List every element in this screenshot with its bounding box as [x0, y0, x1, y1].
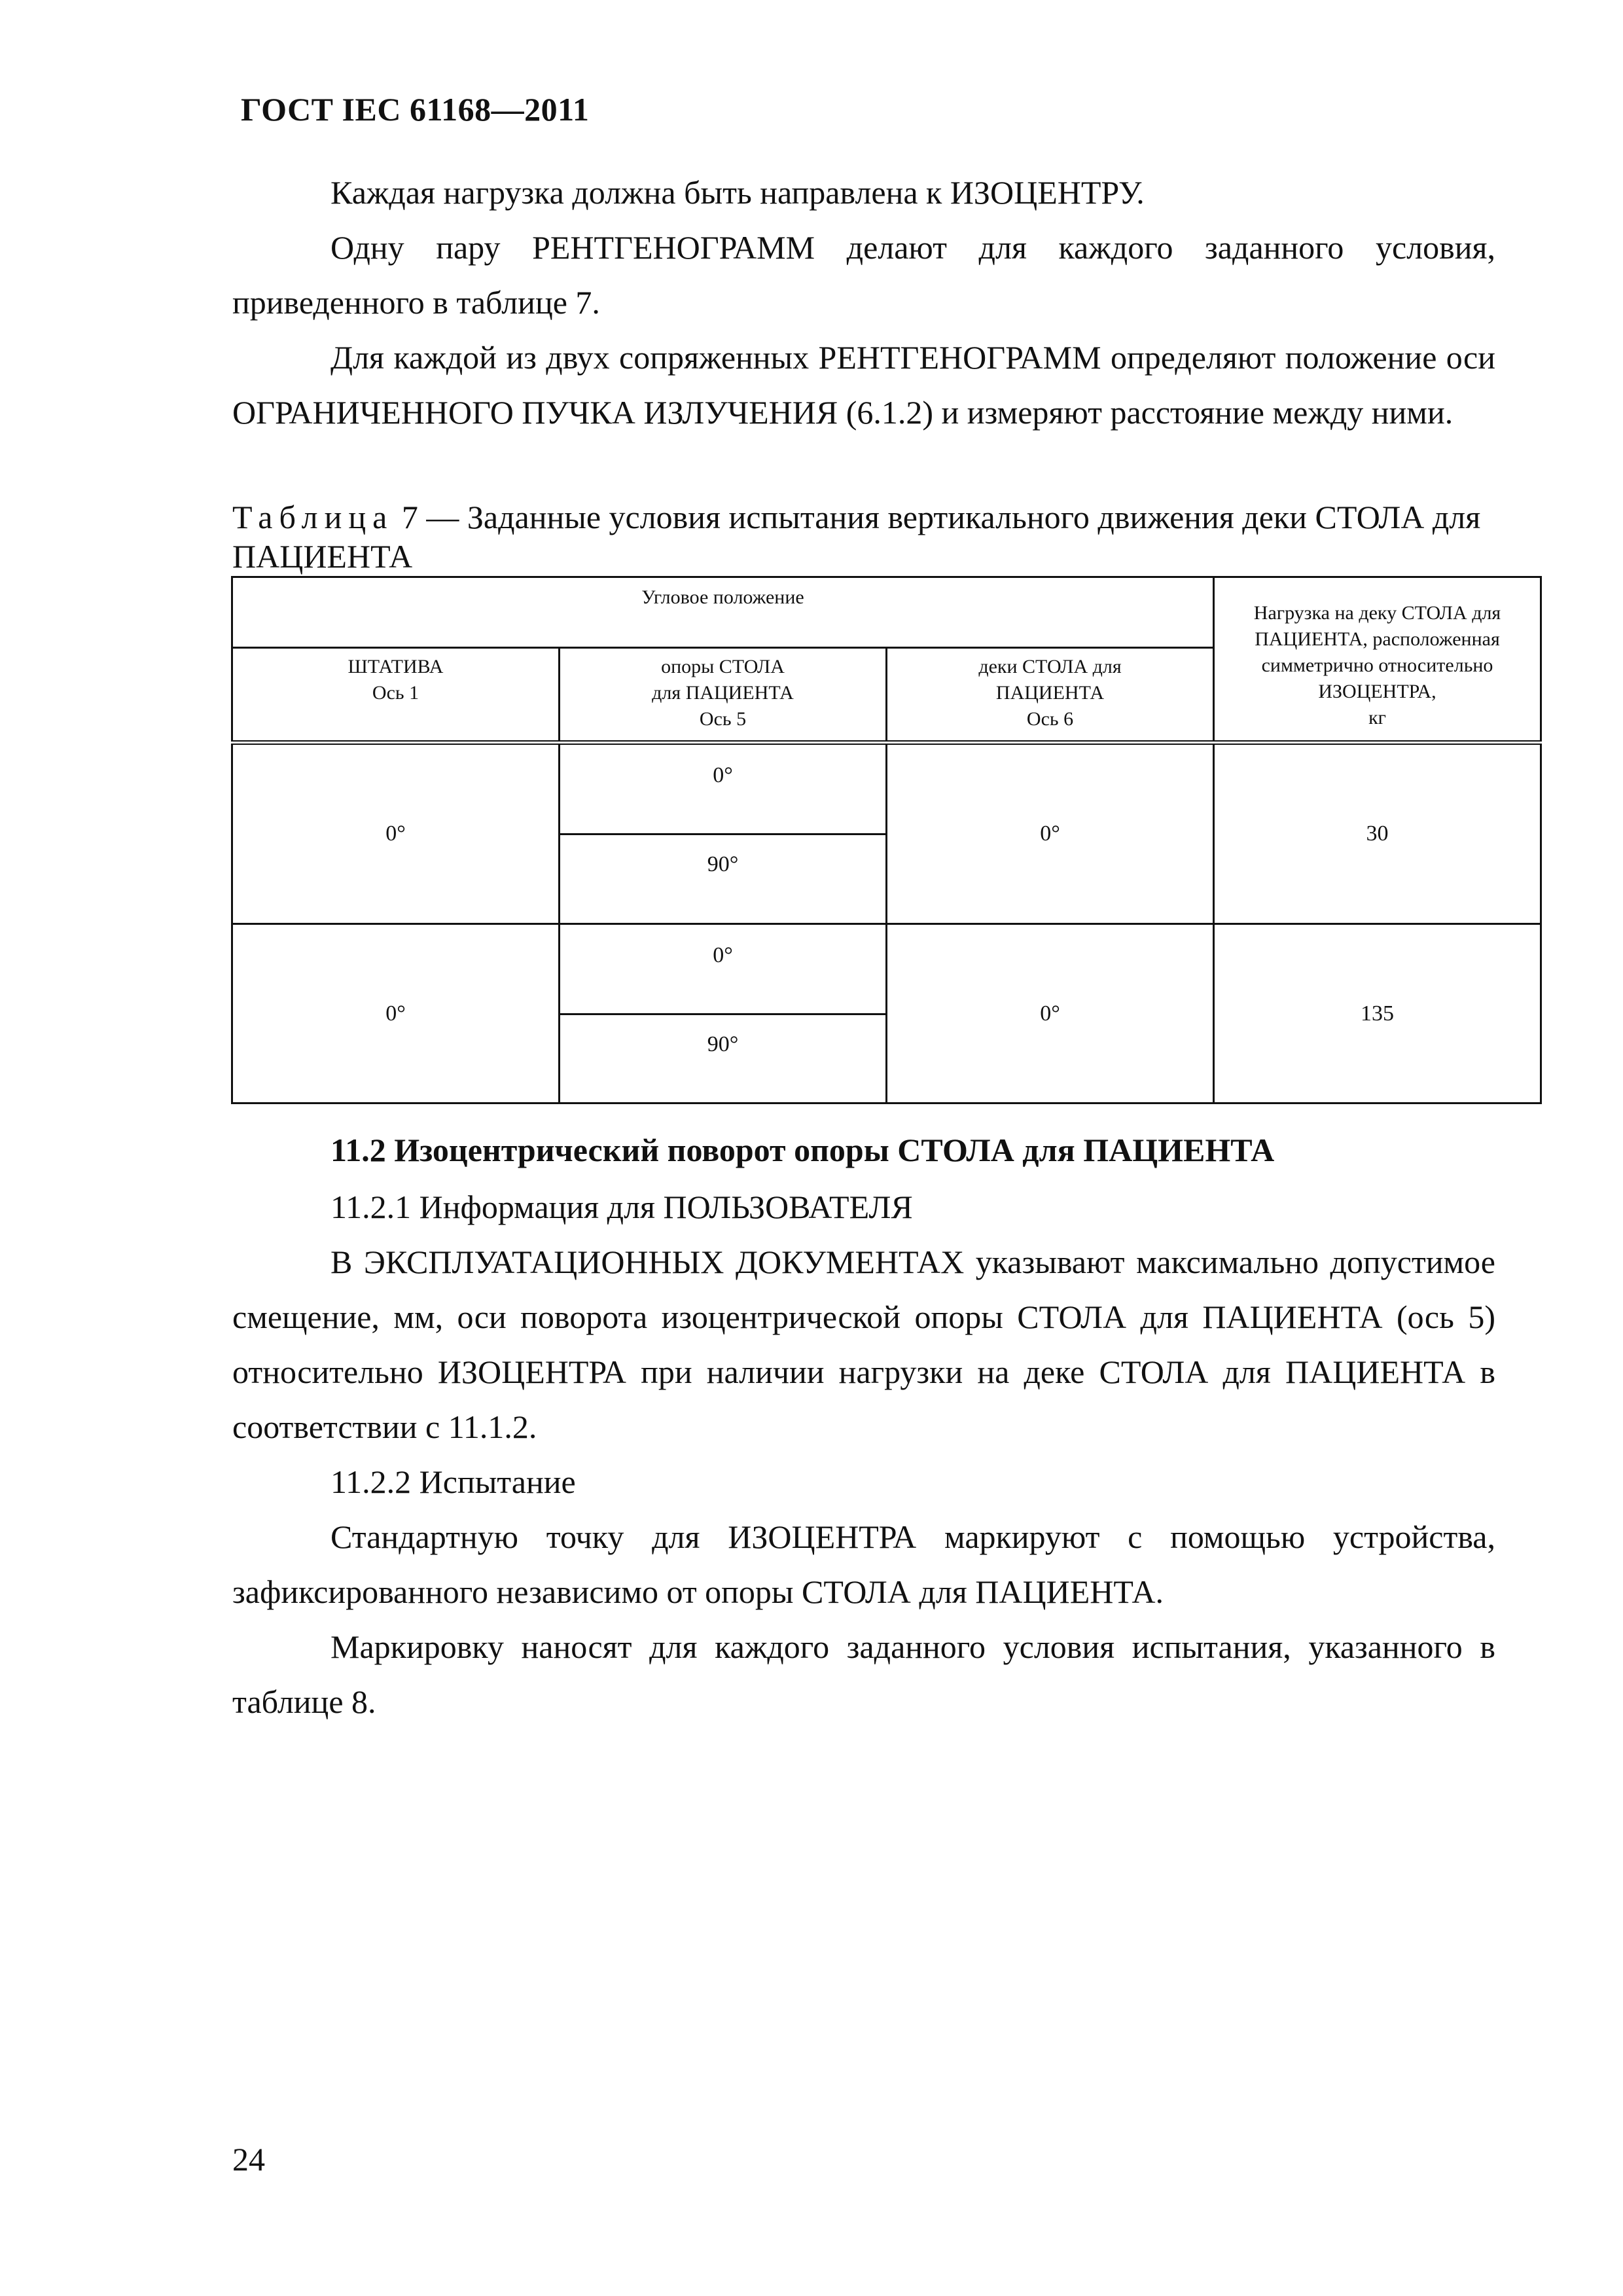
section-heading: 11.2 Изоцентрический поворот опоры СТОЛА для ПАЦИЕНТА [330, 1132, 1275, 1168]
table-header-row-1 [232, 577, 1541, 648]
cell-support: 90° [560, 834, 887, 924]
cell-deck: 0° [887, 924, 1214, 1103]
table-caption [232, 497, 1515, 576]
header-angular-position: Угловое положение [232, 577, 1214, 648]
cell-stand: 0° [232, 924, 560, 1103]
header-stand-axis-1: ШТАТИВА Ось 1 [232, 648, 560, 743]
header-load: Нагрузка на деку СТОЛА для ПАЦИЕНТА, расположенная симметрично относительно ИЗОЦЕНТРА, кг [1214, 577, 1541, 743]
page-number: 24 [232, 2141, 265, 2178]
paragraph-load-direction: Каждая нагрузка должна быть направлена к ИЗОЦЕНТРУ. [330, 174, 1145, 211]
section-body [232, 1179, 1495, 1729]
table-caption-prefix: Таблица [232, 499, 394, 535]
header-support-axis-5: опоры СТОЛА для ПАЦИЕНТА Ось 5 [560, 648, 887, 743]
cell-support: 90° [560, 1014, 887, 1103]
document-header: ГОСТ IEC 61168—2011 [241, 91, 590, 128]
subsection-test: 11.2.2 Испытание [330, 1463, 576, 1500]
cell-load: 30 [1214, 743, 1541, 924]
intro-text [232, 165, 1495, 440]
subsection-user-info: 11.2.1 Информация для ПОЛЬЗОВАТЕЛЯ [330, 1189, 913, 1225]
paragraph-marking: Маркировку наносят для каждого заданного условия испытания, указанного в таблице 8. [232, 1628, 1495, 1720]
table-row [232, 743, 1541, 834]
cell-support: 0° [560, 743, 887, 834]
cell-stand: 0° [232, 743, 560, 924]
cell-load: 135 [1214, 924, 1541, 1103]
paragraph-max-offset: В ЭКСПЛУАТАЦИОННЫХ ДОКУМЕНТАХ указывают максимально допустимое смещение, мм, оси поворота изоцентрической опоры СТОЛА для ПАЦИЕНТА (ось 5) относительно ИЗОЦЕНТРА при наличии нагрузки на деке СТОЛА для ПАЦИЕНТА в соответствии с 11.1.2. [232, 1244, 1495, 1445]
cell-support: 0° [560, 924, 887, 1014]
table-caption-text: 7 — Заданные условия испытания вертикального движения деки СТОЛА для ПАЦИЕНТА [232, 499, 1481, 575]
header-deck-axis-6: деки СТОЛА для ПАЦИЕНТА Ось 6 [887, 648, 1214, 743]
cell-deck: 0° [887, 743, 1214, 924]
paragraph-reference-point: Стандартную точку для ИЗОЦЕНТРА маркируют с помощью устройства, зафиксированного независимо от опоры СТОЛА для ПАЦИЕНТА. [232, 1518, 1495, 1610]
paragraph-radiograph-pair: Одну пару РЕНТГЕНОГРАММ делают для каждого заданного условия, приведенного в таблице 7. [232, 229, 1495, 321]
paragraph-beam-axis: Для каждой из двух сопряженных РЕНТГЕНОГРАММ определяют положение оси ОГРАНИЧЕННОГО ПУЧКА ИЗЛУЧЕНИЯ (6.1.2) и измеряют расстояние между ними. [232, 339, 1495, 431]
table-7 [231, 576, 1542, 1104]
table-row [232, 924, 1541, 1014]
